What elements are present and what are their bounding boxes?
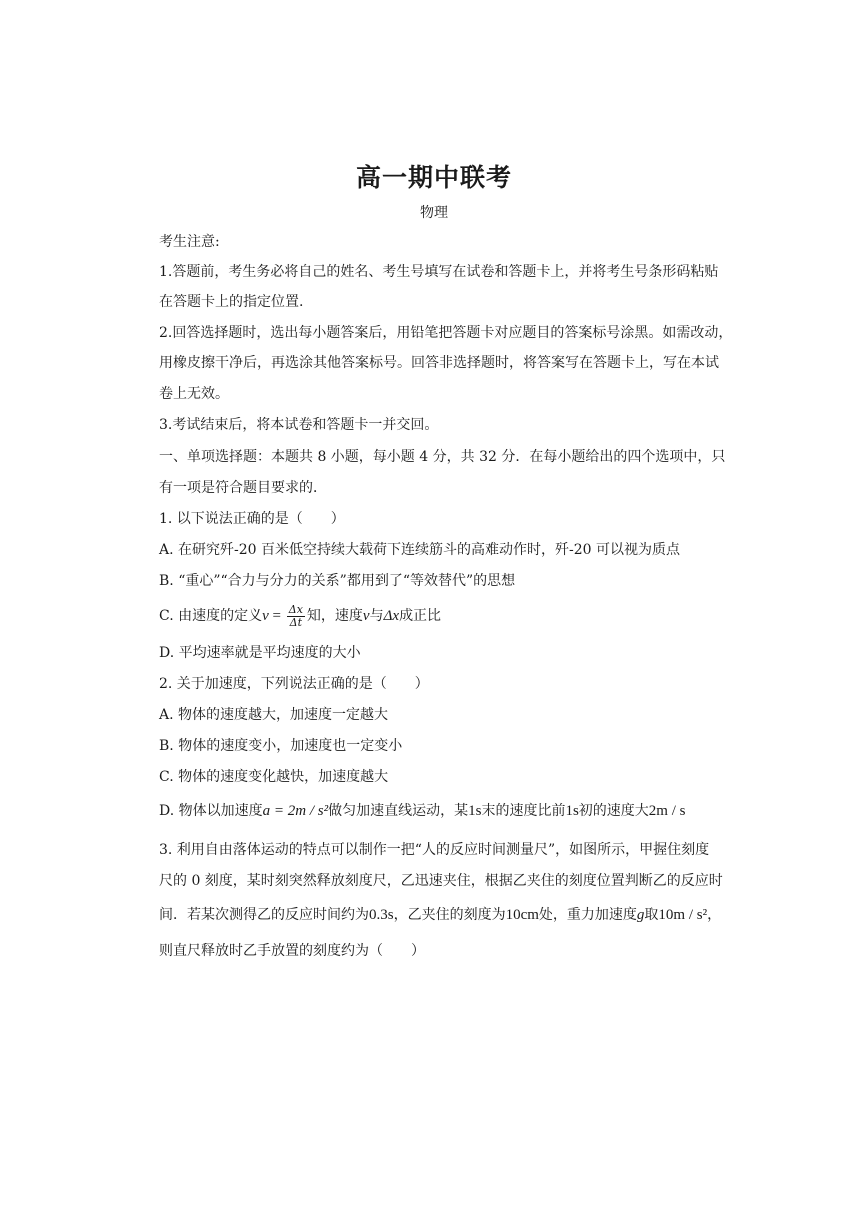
- option-c-text-4: 成正比: [399, 608, 442, 624]
- question-2-option-d: [159, 801, 719, 821]
- notice-heading: 考生注意:: [159, 234, 220, 250]
- question-3-line-3: [159, 905, 722, 925]
- q3-reaction-time: 0.3s: [369, 907, 394, 923]
- notice-item-3: 3.考试结束后，将本试卷和答题卡一并交回。: [159, 417, 439, 433]
- q3-text-3: 处，重力加速度: [538, 907, 637, 923]
- question-2-option-a: A. 物体的速度越大，加速度一定越大: [159, 707, 389, 723]
- question-3-line-4: 则直尺释放时乙手放置的刻度约为（ ）: [159, 943, 425, 959]
- subject-label: 物理: [420, 205, 448, 221]
- option-d-velocity: 2m / s: [648, 803, 686, 819]
- notice-item-2-line-1: 2.回答选择题时，选出每小题答案后，用铅笔把答题卡对应题目的答案标号涂黑。如需改动，: [159, 325, 733, 341]
- question-2-option-c: C. 物体的速度变化越快，加速度越大: [159, 769, 389, 785]
- velocity-definition-fraction: [287, 604, 305, 629]
- option-d-time-1: 1s: [468, 803, 482, 819]
- question-1-option-c: [159, 603, 719, 629]
- q3-text-2: ，乙夹住的刻度为: [393, 907, 506, 923]
- option-d-text-3: 末的速度比前: [481, 803, 566, 819]
- q3-text-1: 间．若某次测得乙的反应时间约为: [159, 907, 369, 923]
- fraction-numerator: Δx: [288, 602, 303, 616]
- q3-gravity-symbol: g: [636, 907, 645, 923]
- option-c-text-2: 知，速度: [306, 608, 363, 624]
- option-c-displacement-symbol: Δx: [383, 608, 400, 624]
- question-1-option-d: D. 平均速率就是平均速度的大小: [159, 645, 361, 661]
- option-d-text-2: 做匀加速直线运动，某: [328, 803, 469, 819]
- notice-item-1-line-1: 1.答题前，考生务必将自己的姓名、考生号填写在试卷和答题卡上，并将考生号条形码粘贴: [159, 264, 719, 280]
- section-1-instructions-line-2: 有一项是符合题目要求的．: [159, 480, 327, 496]
- q3-scale-reading: 10cm: [505, 907, 539, 923]
- section-1-instructions-line-1: 一、单项选择题：本题共 8 小题，每小题 4 分，共 32 分．在每小题给出的四个选项中，只: [159, 449, 726, 465]
- question-1-option-b: B. “重心”“合力与分力的关系”都用到了“等效替代”的思想: [159, 573, 516, 589]
- q3-text-4: 取: [644, 907, 659, 923]
- option-c-velocity-symbol: v: [262, 608, 269, 624]
- option-d-acceleration: a = 2m / s²: [262, 803, 329, 819]
- page-title: 高一期中联考: [355, 163, 512, 192]
- option-d-text-4: 初的速度大: [578, 803, 649, 819]
- question-2-option-b: B. 物体的速度变小，加速度也一定变小: [159, 738, 403, 754]
- option-c-text-3: 与: [369, 608, 384, 624]
- option-c-equals: =: [268, 608, 285, 624]
- question-2-stem: 2. 关于加速度，下列说法正确的是（ ）: [159, 676, 429, 692]
- notice-item-2-line-3: 卷上无效。: [159, 386, 229, 402]
- notice-item-2-line-2: 用橡皮擦干净后，再选涂其他答案标号。回答非选择题时，将答案写在答题卡上，写在本试: [159, 355, 719, 371]
- q3-gravity-value: 10m / s²: [658, 907, 708, 923]
- question-3-line-1: 3. 利用自由落体运动的特点可以制作一把“人的反应时间测量尺”，如图所示，甲握住刻度: [159, 842, 710, 858]
- notice-item-1-line-2: 在答题卡上的指定位置.: [159, 294, 304, 310]
- option-c-text-1: C. 由速度的定义: [159, 608, 263, 624]
- question-3-line-2: 尺的 0 刻度，某时刻突然释放刻度尺，乙迅速夹住，根据乙夹住的刻度位置判断乙的反应时: [159, 873, 723, 889]
- question-1-stem: 1. 以下说法正确的是（ ）: [159, 511, 345, 527]
- option-d-time-2: 1s: [565, 803, 579, 819]
- question-1-option-a: A. 在研究歼-20 百米低空持续大载荷下连续筋斗的高难动作时，歼-20 可以视为质点: [159, 542, 680, 558]
- option-c-velocity-symbol-2: v: [362, 608, 370, 624]
- option-d-text-1: D. 物体以加速度: [159, 803, 263, 819]
- fraction-denominator: Δt: [289, 615, 303, 629]
- q3-text-5: ，: [707, 907, 722, 923]
